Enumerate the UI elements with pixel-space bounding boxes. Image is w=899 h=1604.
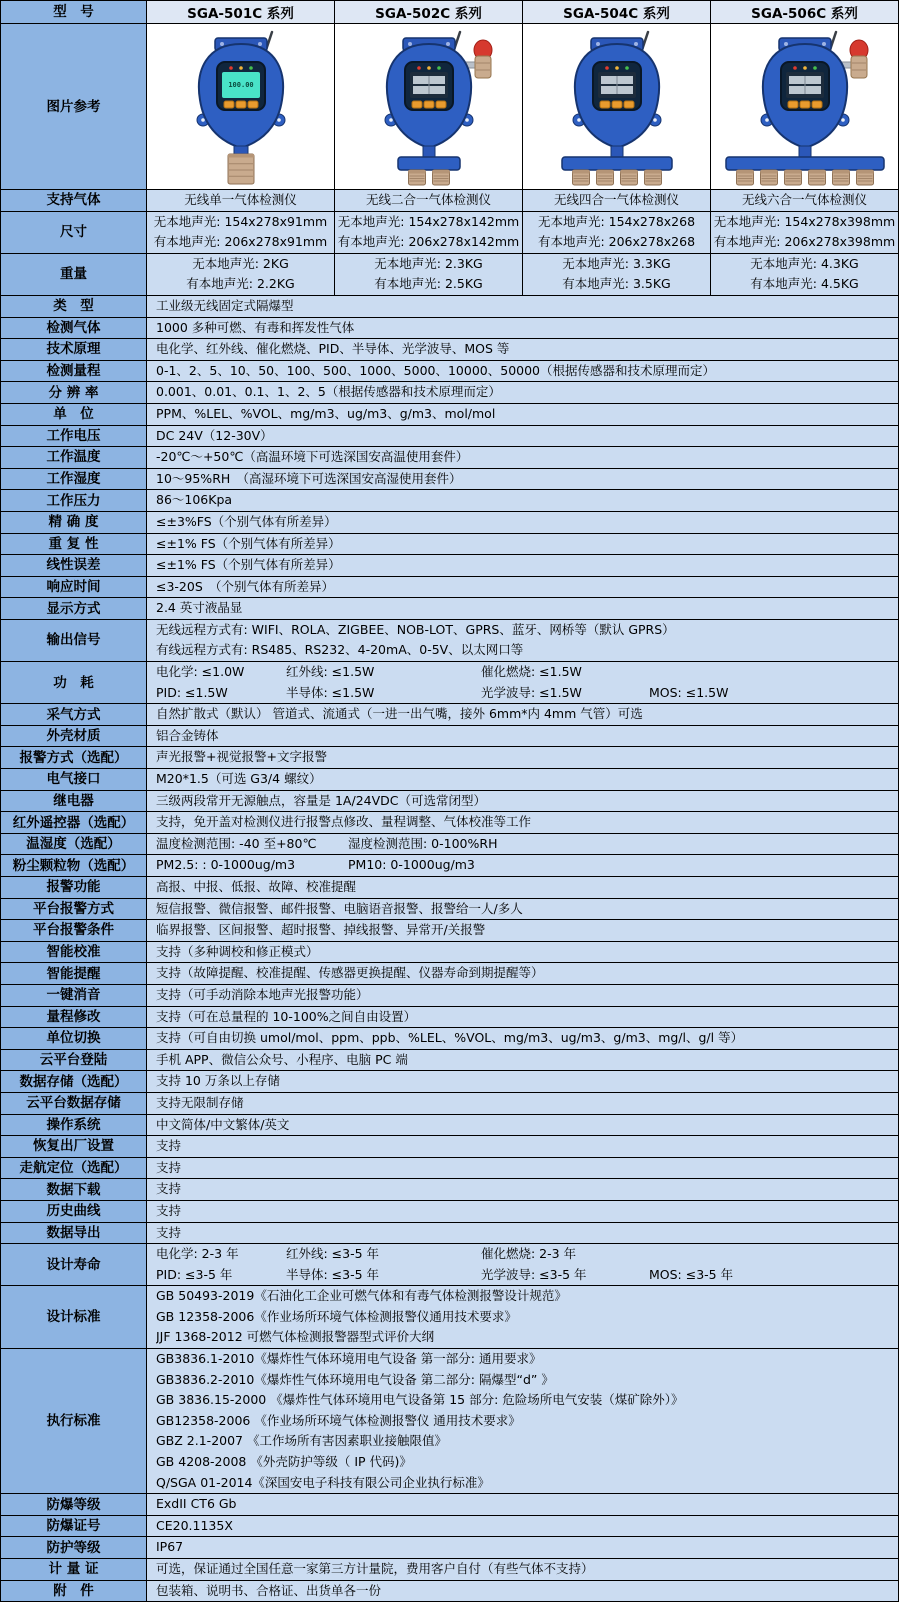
row-label: 温湿度（选配）	[1, 834, 147, 855]
row-label: 平台报警方式	[1, 899, 147, 920]
table-row	[1, 1223, 898, 1245]
table-row	[1, 791, 898, 813]
spec-line: 声光报警+视觉报警+文字报警	[156, 749, 327, 765]
spec-item: 催化燃烧: 2-3 年	[481, 1246, 577, 1262]
table-row	[1, 190, 898, 212]
table-row	[1, 1581, 898, 1602]
spec-line: -20℃～+50℃（高温环境下可选深国安高温使用套件）	[156, 449, 469, 465]
spec-line: Q/SGA 01-2014《深国安电子科技有限公司企业执行标准》	[156, 1474, 490, 1490]
product-image-cell	[523, 24, 711, 189]
product-image-cell	[147, 24, 335, 189]
row-label: 重量	[1, 254, 147, 295]
spec-line	[156, 834, 892, 855]
spec-value	[147, 339, 898, 360]
row-label: 采气方式	[1, 704, 147, 725]
spec-value	[147, 791, 898, 812]
table-row	[1, 747, 898, 769]
row-label: 操作系统	[1, 1115, 147, 1136]
table-row	[1, 1559, 898, 1581]
spec-line: 自然扩散式（默认） 管道式、流通式（一进一出气嘴，接外 6mm*内 4mm 气管）可选	[156, 706, 643, 722]
spec-line: 无线四合一气体检测仪	[553, 192, 679, 207]
table-row	[1, 212, 898, 254]
row-label: 型 号	[1, 1, 147, 23]
spec-value	[147, 447, 898, 468]
svg-text:100.00: 100.00	[227, 80, 254, 89]
spec-item: MOS: ≤3-5 年	[649, 1266, 734, 1282]
spec-item: 催化燃烧: ≤1.5W	[481, 664, 582, 680]
table-row	[1, 942, 898, 964]
row-label: 计 量 证	[1, 1559, 147, 1580]
spec-line: 支持（故障提醒、校准提醒、传感器更换提醒、仪器寿命到期提醒等）	[156, 965, 544, 981]
spec-line: ≤±3%FS（个别气体有所差异）	[156, 513, 337, 529]
spec-line: 无本地声光: 154x278x398mm	[713, 213, 896, 229]
spec-line: GB 4208-2008 《外壳防护等级（ IP 代码)》	[156, 1454, 412, 1470]
spec-line: 支持	[156, 1138, 182, 1154]
spec-line: CE20.1135X	[156, 1517, 233, 1533]
table-row	[1, 490, 898, 512]
spec-line: 无本地声光: 4.3KG	[750, 255, 859, 271]
row-label: 电气接口	[1, 769, 147, 790]
spec-value	[147, 296, 898, 317]
table-row	[1, 24, 898, 190]
spec-value	[147, 1136, 898, 1157]
table-row	[1, 855, 898, 877]
table-row	[1, 704, 898, 726]
spec-line: GB12358-2006 《作业场所环境气体检测报警仪 通用技术要求》	[156, 1412, 521, 1428]
table-row	[1, 512, 898, 534]
spec-line: 无本地声光: 154x278x142mm	[337, 213, 520, 229]
spec-line: 无本地声光: 154x278x91mm	[153, 213, 328, 229]
spec-line: 10～95%RH （高湿环境下可选深国安高湿使用套件）	[156, 470, 462, 486]
spec-line: 支持（可手动消除本地声光报警功能）	[156, 986, 369, 1002]
table-row	[1, 834, 898, 856]
spec-item: 电化学: 2-3 年	[156, 1246, 239, 1262]
row-label: 工作湿度	[1, 469, 147, 490]
table-row	[1, 361, 898, 383]
spec-value	[147, 1559, 898, 1580]
spec-line: ≤3-20S （个别气体有所差异）	[156, 578, 335, 594]
spec-line: 0.001、0.01、0.1、1、2、5（根据传感器和技术原理而定）	[156, 384, 501, 400]
spec-value	[147, 1286, 898, 1348]
spec-value	[147, 747, 898, 768]
spec-line: 工业级无线固定式隔爆型	[156, 297, 294, 313]
row-label: 类 型	[1, 296, 147, 317]
row-label: 线性误差	[1, 555, 147, 576]
spec-item: PID: ≤1.5W	[156, 684, 228, 700]
row-label: 数据存储（选配）	[1, 1071, 147, 1092]
row-label: 支持气体	[1, 190, 147, 211]
table-row	[1, 555, 898, 577]
spec-line: GB 50493-2019《石油化工企业可燃气体和有毒气体检测报警设计规范》	[156, 1288, 567, 1304]
spec-line: 铝合金铸体	[156, 727, 219, 743]
spec-item: 光学波导: ≤3-5 年	[481, 1266, 587, 1282]
row-label: 输出信号	[1, 620, 147, 661]
spec-value	[147, 1050, 898, 1071]
spec-line: 有线远程方式有: RS485、RS232、4-20mA、0-5V、以太网口等	[156, 642, 524, 658]
row-label: 量程修改	[1, 1007, 147, 1028]
spec-line	[156, 683, 892, 704]
spec-value-cell	[147, 212, 335, 253]
spec-value	[147, 1028, 898, 1049]
spec-line: 支持（可自由切换 umol/mol、ppm、ppb、%LEL、%VOL、mg/m3、ug/m3、g/m3、mg/l、g/l 等）	[156, 1030, 744, 1046]
spec-item: 湿度检测范围: 0-100%RH	[348, 835, 498, 851]
spec-value	[147, 920, 898, 941]
spec-value	[147, 620, 898, 661]
spec-value	[147, 598, 898, 619]
spec-item: 半导体: ≤1.5W	[286, 684, 375, 700]
spec-line: GB3836.2-2010《爆炸性气体环境用电气设备 第二部分: 隔爆型“d” 》	[156, 1371, 554, 1387]
spec-line: 有本地声光: 2.2KG	[186, 276, 295, 292]
spec-line: M20*1.5（可选 G3/4 螺纹）	[156, 771, 322, 787]
spec-line: 支持	[156, 1202, 182, 1218]
spec-value	[147, 490, 898, 511]
spec-value-cell	[335, 190, 523, 211]
row-label: 继电器	[1, 791, 147, 812]
table-row	[1, 1537, 898, 1559]
spec-line: 有本地声光: 3.5KG	[562, 276, 671, 292]
spec-line: 电化学、红外线、催化燃烧、PID、半导体、光学波导、MOS 等	[156, 341, 510, 357]
row-label: 技术原理	[1, 339, 147, 360]
device-illustration-wireless-4in1-gas-detector	[527, 28, 707, 186]
spec-line: 支持（可在总量程的 10-100%之间自由设置）	[156, 1008, 417, 1024]
table-row	[1, 812, 898, 834]
spec-line: 有本地声光: 206x278x91mm	[153, 234, 328, 250]
spec-line: 高报、中报、低报、故障、校准提醒	[156, 879, 357, 894]
table-row	[1, 339, 898, 361]
spec-value	[147, 899, 898, 920]
spec-line: 三级两段常开无源触点，容量是 1A/24VDC（可选常闭型）	[156, 792, 486, 808]
spec-item: 红外线: ≤3-5 年	[286, 1246, 380, 1262]
spec-value	[147, 404, 898, 425]
spec-value	[147, 1537, 898, 1558]
row-label: 报警功能	[1, 877, 147, 898]
spec-line: 支持	[156, 1181, 182, 1197]
row-label: 分 辨 率	[1, 382, 147, 403]
spec-value	[147, 942, 898, 963]
spec-line: PPM、%LEL、%VOL、mg/m3、ug/m3、g/m3、mol/mol	[156, 405, 496, 421]
spec-line: 有本地声光: 206x278x268	[537, 234, 696, 250]
table-row	[1, 1244, 898, 1286]
table-row	[1, 620, 898, 662]
spec-value	[147, 1349, 898, 1493]
spec-line: 无本地声光: 2.3KG	[374, 255, 483, 271]
spec-line: 2.4 英寸液晶显	[156, 600, 243, 616]
table-row	[1, 318, 898, 340]
spec-value	[147, 534, 898, 555]
row-label: 一键消音	[1, 985, 147, 1006]
spec-line: 支持 10 万条以上存储	[156, 1073, 280, 1089]
spec-line	[156, 1265, 892, 1286]
row-label: 数据下载	[1, 1179, 147, 1200]
row-label: 走航定位（选配）	[1, 1158, 147, 1179]
row-label: 云平台数据存储	[1, 1093, 147, 1114]
table-row	[1, 1115, 898, 1137]
spec-line	[156, 662, 892, 683]
spec-value	[147, 769, 898, 790]
row-label: 防爆等级	[1, 1494, 147, 1515]
table-row	[1, 726, 898, 748]
spec-line: JJF 1368-2012 可燃气体检测报警器型式评价大纲	[156, 1329, 435, 1345]
row-label: 红外遥控器（选配）	[1, 812, 147, 833]
row-label: 平台报警条件	[1, 920, 147, 941]
table-row	[1, 1179, 898, 1201]
table-row	[1, 1136, 898, 1158]
spec-value-cell	[711, 190, 898, 211]
table-row	[1, 404, 898, 426]
spec-value	[147, 1244, 898, 1285]
row-label: 防护等级	[1, 1537, 147, 1558]
spec-line: 86～106Kpa	[156, 492, 233, 508]
spec-line: 支持（多种调校和修正模式）	[156, 943, 319, 959]
spec-item: 红外线: ≤1.5W	[286, 664, 375, 680]
spec-value	[147, 1179, 898, 1200]
spec-value	[147, 1071, 898, 1092]
spec-line: 临界报警、区间报警、超时报警、掉线报警、异常开/关报警	[156, 922, 486, 938]
spec-line: 无本地声光: 2KG	[192, 255, 289, 271]
table-row	[1, 1286, 898, 1349]
model-header: SGA-502C 系列	[335, 1, 523, 23]
row-label: 检测气体	[1, 318, 147, 339]
row-label: 执行标准	[1, 1349, 147, 1493]
spec-line: 有本地声光: 2.5KG	[374, 276, 483, 292]
spec-value	[147, 855, 898, 876]
spec-line: 无线单一气体检测仪	[184, 192, 297, 207]
row-label: 设计寿命	[1, 1244, 147, 1285]
spec-value-cell	[523, 254, 711, 295]
spec-value	[147, 704, 898, 725]
row-label: 工作温度	[1, 447, 147, 468]
spec-item: PM2.5: : 0-1000ug/m3	[156, 857, 296, 873]
spec-line: 有本地声光: 206x278x142mm	[337, 234, 520, 250]
spec-value	[147, 469, 898, 490]
row-label: 智能校准	[1, 942, 147, 963]
table-row	[1, 447, 898, 469]
row-label: 附 件	[1, 1581, 147, 1602]
spec-item: PID: ≤3-5 年	[156, 1266, 233, 1282]
spec-line: 包装箱、说明书、合格证、出货单各一份	[156, 1582, 382, 1598]
row-label: 单位切换	[1, 1028, 147, 1049]
spec-line: 手机 APP、微信公众号、小程序、电脑 PC 端	[156, 1051, 408, 1067]
table-row	[1, 296, 898, 318]
row-label: 数据导出	[1, 1223, 147, 1244]
spec-line: GBZ 2.1-2007 《工作场所有害因素职业接触限值》	[156, 1433, 447, 1449]
row-label: 工作压力	[1, 490, 147, 511]
spec-item: 半导体: ≤3-5 年	[286, 1266, 380, 1282]
spec-item: 温度检测范围: -40 至+80℃	[156, 835, 317, 851]
spec-line: 支持，免开盖对检测仪进行报警点修改、量程调整、气体校准等工作	[156, 814, 532, 830]
spec-item: 光学波导: ≤1.5W	[481, 684, 582, 700]
spec-value	[147, 512, 898, 533]
table-row	[1, 963, 898, 985]
spec-line: GB 3836.15-2000 《爆炸性气体环境用电气设备第 15 部分: 危险场所电气安装（煤矿除外）》	[156, 1392, 684, 1408]
spec-value-cell	[523, 212, 711, 253]
row-label: 图片参考	[1, 24, 147, 189]
spec-value-cell	[147, 254, 335, 295]
product-image-cell	[335, 24, 523, 189]
spec-value-cell	[711, 254, 898, 295]
table-row	[1, 985, 898, 1007]
table-row	[1, 920, 898, 942]
spec-line: 0-1、2、5、10、50、100、500、1000、5000、10000、50000（根据传感器和技术原理而定）	[156, 362, 716, 378]
spec-line: 无本地声光: 3.3KG	[562, 255, 671, 271]
spec-line: 无本地声光: 154x278x268	[537, 213, 696, 229]
spec-line: 支持	[156, 1224, 182, 1240]
spec-value	[147, 1158, 898, 1179]
row-label: 单 位	[1, 404, 147, 425]
spec-line: ExdII CT6 Gb	[156, 1496, 237, 1512]
spec-value-cell	[335, 254, 523, 295]
table-row	[1, 769, 898, 791]
row-label: 恢复出厂设置	[1, 1136, 147, 1157]
spec-line: ≤±1% FS（个别气体有所差异）	[156, 535, 341, 551]
spec-value-cell	[711, 212, 898, 253]
spec-value-cell	[147, 190, 335, 211]
row-label: 外壳材质	[1, 726, 147, 747]
table-row	[1, 1349, 898, 1494]
spec-value	[147, 1581, 898, 1602]
table-row	[1, 534, 898, 556]
table-row	[1, 1201, 898, 1223]
spec-value	[147, 834, 898, 855]
spec-line: 短信报警、微信报警、邮件报警、电脑语音报警、报警给一人/多人	[156, 900, 523, 916]
spec-value	[147, 812, 898, 833]
table-row	[1, 426, 898, 448]
product-image-cell	[711, 24, 898, 189]
spec-line: ≤±1% FS（个别气体有所差异）	[156, 557, 341, 573]
spec-line: 中文简体/中文繁体/英文	[156, 1116, 290, 1132]
row-label: 精 确 度	[1, 512, 147, 533]
spec-value	[147, 1516, 898, 1537]
row-label: 功 耗	[1, 662, 147, 703]
row-label: 显示方式	[1, 598, 147, 619]
spec-value	[147, 662, 898, 703]
spec-value	[147, 877, 898, 898]
spec-value	[147, 985, 898, 1006]
table-row	[1, 877, 898, 899]
spec-line: 有本地声光: 206x278x398mm	[713, 234, 896, 250]
table-row	[1, 382, 898, 404]
row-label: 重 复 性	[1, 534, 147, 555]
spec-line: 1000 多种可燃、有毒和挥发性气体	[156, 319, 355, 335]
spec-value	[147, 382, 898, 403]
table-row	[1, 469, 898, 491]
spec-line: IP67	[156, 1539, 184, 1555]
spec-value	[147, 1223, 898, 1244]
spec-value-cell	[523, 190, 711, 211]
spec-line: 支持无限制存储	[156, 1094, 244, 1110]
spec-value	[147, 1494, 898, 1515]
spec-line: 可选，保证通过全国任意一家第三方计量院，费用客户自付（有些气体不支持）	[156, 1561, 594, 1576]
row-label: 检测量程	[1, 361, 147, 382]
device-illustration-wireless-2in1-gas-detector	[339, 28, 519, 186]
table-row	[1, 1028, 898, 1050]
spec-line: DC 24V（12-30V）	[156, 427, 273, 443]
spec-item: PM10: 0-1000ug/m3	[348, 857, 475, 873]
model-header: SGA-504C 系列	[523, 1, 711, 23]
table-row	[1, 1494, 898, 1516]
spec-line: 支持	[156, 1159, 182, 1175]
row-label: 工作电压	[1, 426, 147, 447]
table-row	[1, 598, 898, 620]
spec-line: 无线六合一气体检测仪	[741, 192, 867, 207]
table-row	[1, 1, 898, 24]
table-row	[1, 1158, 898, 1180]
table-row	[1, 577, 898, 599]
row-label: 粉尘颗粒物（选配）	[1, 855, 147, 876]
row-label: 云平台登陆	[1, 1050, 147, 1071]
spec-value	[147, 1007, 898, 1028]
row-label: 设计标准	[1, 1286, 147, 1348]
table-row	[1, 1007, 898, 1029]
spec-line: GB 12358-2006《作业场所环境气体检测报警仪通用技术要求》	[156, 1308, 517, 1324]
row-label: 尺寸	[1, 212, 147, 253]
spec-value	[147, 963, 898, 984]
row-label: 智能提醒	[1, 963, 147, 984]
row-label: 防爆证号	[1, 1516, 147, 1537]
model-header: SGA-501C 系列	[147, 1, 335, 23]
spec-line	[156, 1244, 892, 1265]
device-illustration-wireless-single-gas-detector	[151, 28, 331, 186]
spec-line	[156, 855, 892, 876]
spec-value	[147, 426, 898, 447]
table-row	[1, 899, 898, 921]
table-row	[1, 1071, 898, 1093]
device-illustration-wireless-6in1-gas-detector	[715, 28, 895, 186]
spec-line: 无线二合一气体检测仪	[365, 192, 491, 207]
spec-line: 有本地声光: 4.5KG	[750, 276, 859, 292]
row-label: 历史曲线	[1, 1201, 147, 1222]
spec-value	[147, 1093, 898, 1114]
spec-value	[147, 1201, 898, 1222]
table-row	[1, 662, 898, 704]
table-row	[1, 254, 898, 296]
row-label: 响应时间	[1, 577, 147, 598]
spec-value	[147, 318, 898, 339]
table-row	[1, 1050, 898, 1072]
spec-value	[147, 577, 898, 598]
spec-line: 无线远程方式有: WIFI、ROLA、ZIGBEE、NOB-LOT、GPRS、蓝牙、网桥等（默认 GPRS）	[156, 621, 675, 637]
table-row	[1, 1516, 898, 1538]
spec-value	[147, 555, 898, 576]
spec-value	[147, 726, 898, 747]
spec-item: MOS: ≤1.5W	[649, 684, 729, 700]
table-row	[1, 1093, 898, 1115]
spec-value	[147, 361, 898, 382]
row-label: 报警方式（选配）	[1, 747, 147, 768]
spec-value	[147, 1115, 898, 1136]
model-header: SGA-506C 系列	[711, 1, 898, 23]
spec-item: 电化学: ≤1.0W	[156, 664, 245, 680]
spec-line: GB3836.1-2010《爆炸性气体环境用电气设备 第一部分: 通用要求》	[156, 1351, 542, 1367]
spec-value-cell	[335, 212, 523, 253]
